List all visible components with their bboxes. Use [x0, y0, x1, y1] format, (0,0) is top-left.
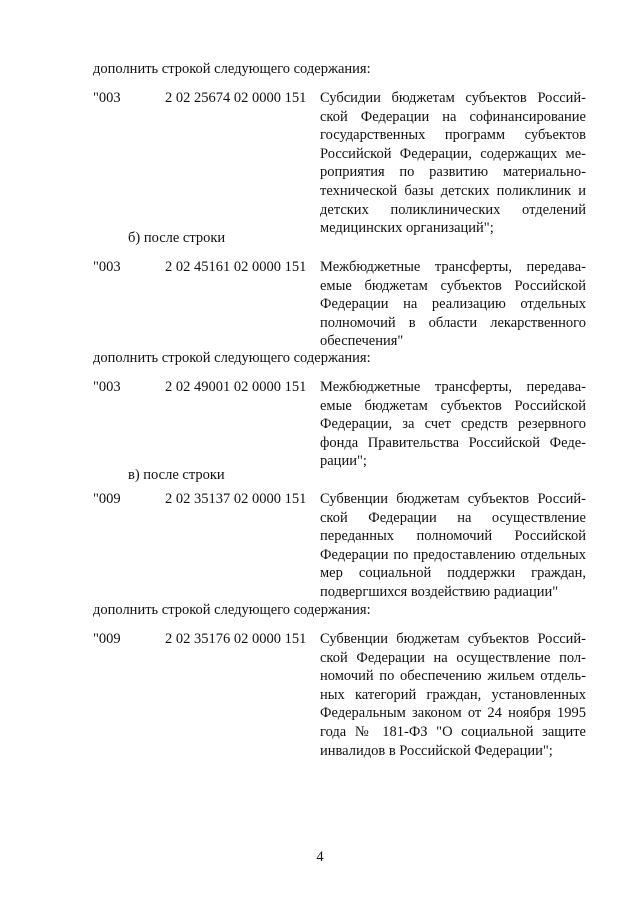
- page-number: 4: [316, 849, 324, 865]
- admin-code: "003: [93, 379, 121, 395]
- admin-code: "003: [93, 259, 121, 275]
- intro-text-2: дополнить строкой следующего содержания:: [93, 350, 371, 366]
- admin-code: "009: [93, 631, 121, 647]
- admin-code: "003: [93, 90, 121, 106]
- budget-code: 2 02 45161 02 0000 151: [165, 259, 307, 275]
- row-description: Субсидии бюджетам субъектов Российской Федерации на софинансирование государственных программ субъектов Российской Федерации, содержащих мероприятия по развитию материально-технической базы детских поликлиник и детских поликлинических отделений медицинских организаций";: [320, 90, 586, 237]
- budget-code: 2 02 35176 02 0000 151: [165, 631, 307, 647]
- row-description: Субвенции бюджетам субъектов Российской Федерации на осуществление переданных полномочий Российской Федерации по предоставлению отдельных мер социальной поддержки граждан, подвергшихся воздействию радиации": [320, 491, 586, 600]
- subpoint-b: б) после строки: [128, 230, 226, 246]
- budget-code: 2 02 25674 02 0000 151: [165, 90, 307, 106]
- intro-text-3: дополнить строкой следующего содержания:: [93, 602, 371, 618]
- admin-code: "009: [93, 491, 121, 507]
- intro-text-1: дополнить строкой следующего содержания:: [93, 61, 371, 77]
- subpoint-v: в) после строки: [128, 467, 225, 483]
- row-description: Межбюджетные трансферты, передаваемые бюджетам субъектов Российской Федерации, за счет средств резервного фонда Правительства Российской Федерации";: [320, 379, 586, 470]
- row-description: Субвенции бюджетам субъектов Российской Федерации на осуществление полномочий по обеспечению жильем отдельных категорий граждан, установленных Федеральным законом от 24 ноября 1995 года № 181-ФЗ "О социальной защите инвалидов в Российской Федерации";: [320, 631, 586, 759]
- row-description: Межбюджетные трансферты, передаваемые бюджетам субъектов Российской Федерации на реализацию отдельных полномочий в области лекарственного обеспечения": [320, 259, 586, 350]
- budget-code: 2 02 35137 02 0000 151: [165, 491, 307, 507]
- budget-code: 2 02 49001 02 0000 151: [165, 379, 307, 395]
